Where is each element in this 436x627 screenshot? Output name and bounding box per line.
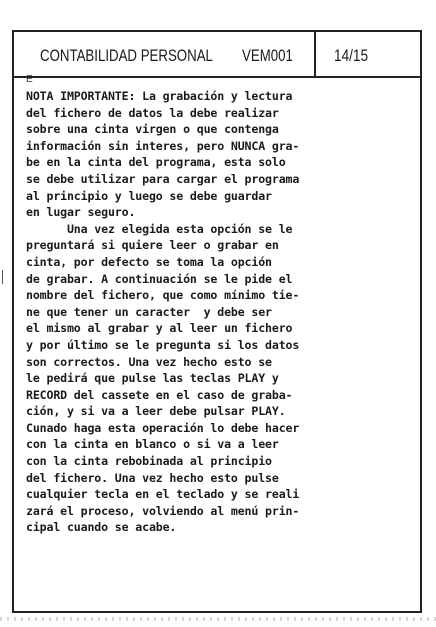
text-line: cualquier tecla en el teclado y se reali	[26, 487, 300, 502]
text-line: RECORD del cassete en el caso de graba-	[26, 387, 293, 402]
text-line: y por último se le pregunta si los datos	[26, 337, 300, 352]
text-line: en lugar seguro.	[26, 205, 136, 220]
text-line: del fichero. Una vez hecho esto pulse	[26, 470, 279, 485]
text-line: zará el proceso, volviendo al menú prin-	[26, 503, 300, 518]
text-line: sobre una cinta virgen o que contenga	[26, 122, 279, 137]
text-line: Una vez elegida esta opción se le	[26, 221, 293, 236]
text-line: de grabar. A continuación se le pide el	[26, 271, 293, 286]
text-line: cinta, por defecto se toma la opción	[26, 254, 272, 269]
text-line: al principio y luego se debe guardar	[26, 188, 272, 203]
body-text	[26, 88, 402, 536]
header-divider	[314, 32, 316, 76]
text-line: el mismo al grabar y al leer un fichero	[26, 321, 293, 336]
text-line: be en la cinta del programa, esta solo	[26, 155, 286, 170]
scan-artifact	[0, 617, 436, 621]
header-title: CONTABILIDAD PERSONAL	[40, 46, 213, 65]
header-code: VEM001	[242, 46, 293, 65]
text-line: con la cinta en blanco o si va a leer	[26, 437, 279, 452]
text-line: ne que tener un caracter y debe ser	[26, 304, 272, 319]
text-line: con la cinta rebobinada al principio	[26, 454, 272, 469]
margin-mark	[2, 270, 11, 284]
text-line: NOTA IMPORTANTE: La grabación y lectura	[26, 89, 293, 103]
text-line: información sin interes, pero NUNCA gra-	[26, 138, 300, 153]
text-line: del fichero de datos la debe realizar	[26, 105, 279, 120]
text-line: le pedirá que pulse las teclas PLAY y	[26, 371, 279, 386]
page-header	[14, 32, 420, 78]
text-line: ción, y si va a leer debe pulsar PLAY.	[26, 404, 286, 419]
text-line: cipal cuando se acabe.	[26, 520, 177, 535]
text-line: son correctos. Una vez hecho esto se	[26, 354, 272, 369]
text-line: Cunado haga esta operación lo debe hacer	[26, 420, 300, 435]
text-line: se debe utilizar para cargar el programa	[26, 171, 300, 186]
page-number: 14/15	[334, 46, 369, 65]
text-line: preguntará si quiere leer o grabar en	[26, 238, 279, 253]
handwritten-annotation: E	[26, 74, 33, 85]
text-line: nombre del fichero, que como mínimo tie-	[26, 288, 300, 303]
